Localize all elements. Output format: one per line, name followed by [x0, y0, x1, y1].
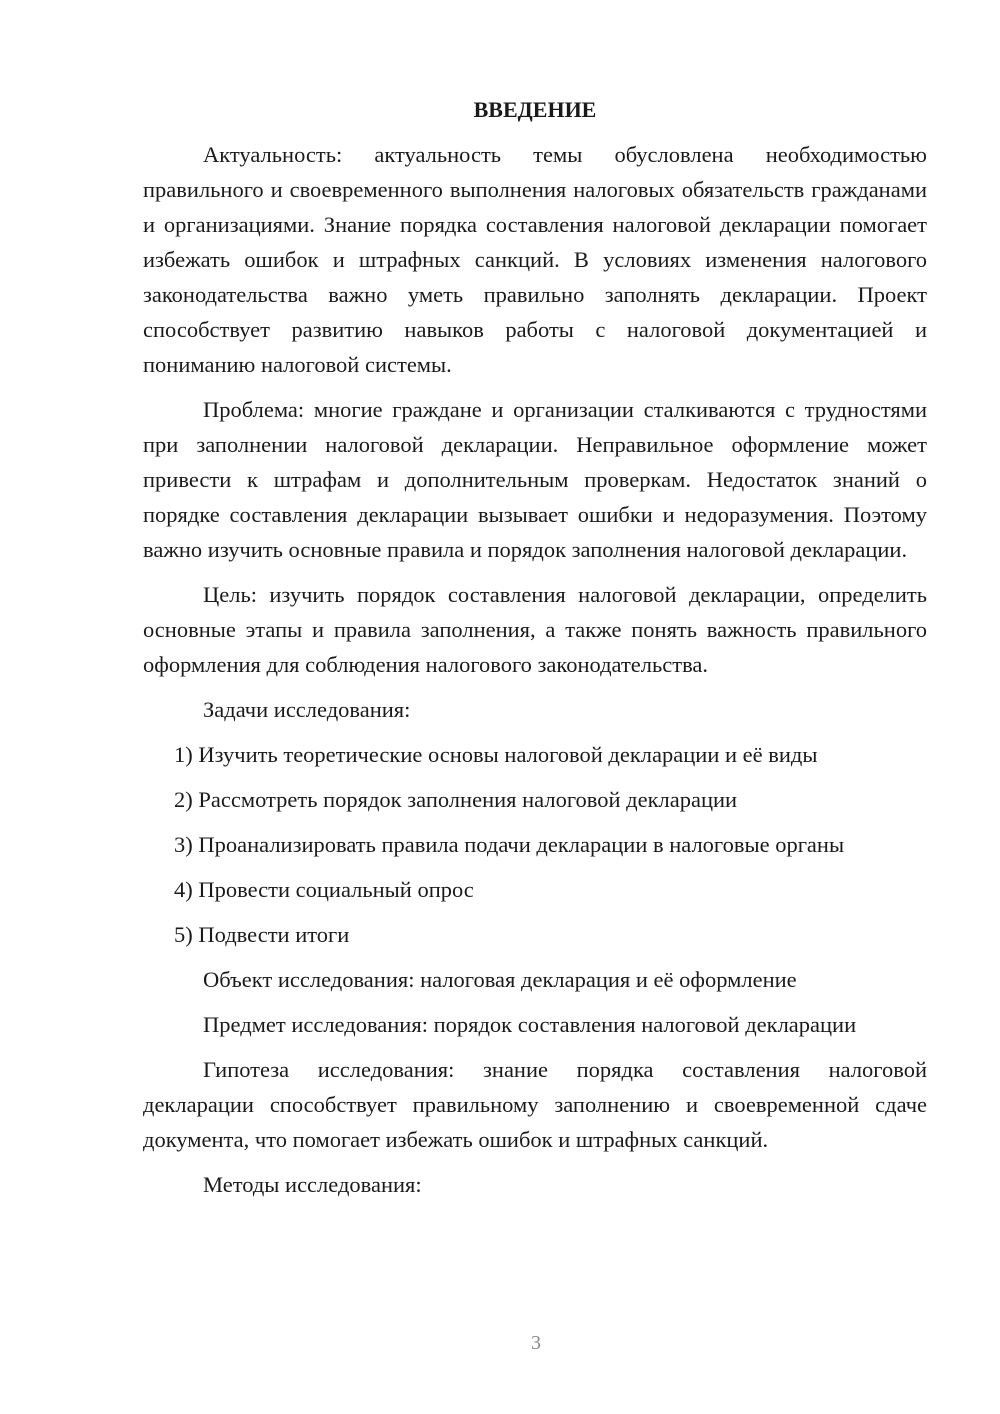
section-title: ВВЕДЕНИЕ: [473, 97, 597, 122]
problem-paragraph: Проблема: многие граждане и организации сталкиваются с трудностями при заполнении налоговой декларации. Неправильное оформление может привести к штрафам и дополнительным проверкам. Недостаток знаний о порядке составления декларации вызывает ошибки и недоразумения. Поэтому важно изучить основные правила и порядок заполнения налоговой декларации.: [143, 397, 927, 562]
task-item: 1) Изучить теоретические основы налоговой декларации и её виды: [174, 742, 818, 767]
task-item: 5) Подвести итоги: [174, 922, 350, 947]
relevance-paragraph: Актуальность: актуальность темы обусловлена необходимостью правильного и своевременного выполнения налоговых обязательств гражданами и организациями. Знание порядка составления налоговой декларации помогает избежать ошибок и штрафных санкций. В условиях изменения налогового законодательства важно уметь правильно заполнять декларации. Проект способствует развитию навыков работы с налоговой документацией и пониманию налоговой системы.: [143, 142, 927, 377]
task-item: 3) Проанализировать правила подачи декларации в налоговые органы: [174, 832, 845, 857]
task-item: 4) Провести социальный опрос: [174, 877, 474, 902]
document-page: [143, 92, 927, 1212]
research-object: Объект исследования: налоговая декларация и её оформление: [203, 967, 797, 992]
task-item: 2) Рассмотреть порядок заполнения налоговой декларации: [174, 787, 738, 812]
goal-paragraph: Цель: изучить порядок составления налоговой декларации, определить основные этапы и правила заполнения, а также понять важность правильного оформления для соблюдения налогового законодательства.: [143, 582, 927, 677]
hypothesis-paragraph: Гипотеза исследования: знание порядка составления налоговой декларации способствует правильному заполнению и своевременной сдаче документа, что помогает избежать ошибок и штрафных санкций.: [143, 1057, 927, 1152]
research-subject: Предмет исследования: порядок составления налоговой декларации: [203, 1012, 857, 1037]
methods-heading: Методы исследования:: [203, 1172, 422, 1197]
page-number: 3: [531, 1332, 541, 1354]
tasks-heading: Задачи исследования:: [203, 697, 411, 722]
tasks-list: [143, 737, 927, 952]
